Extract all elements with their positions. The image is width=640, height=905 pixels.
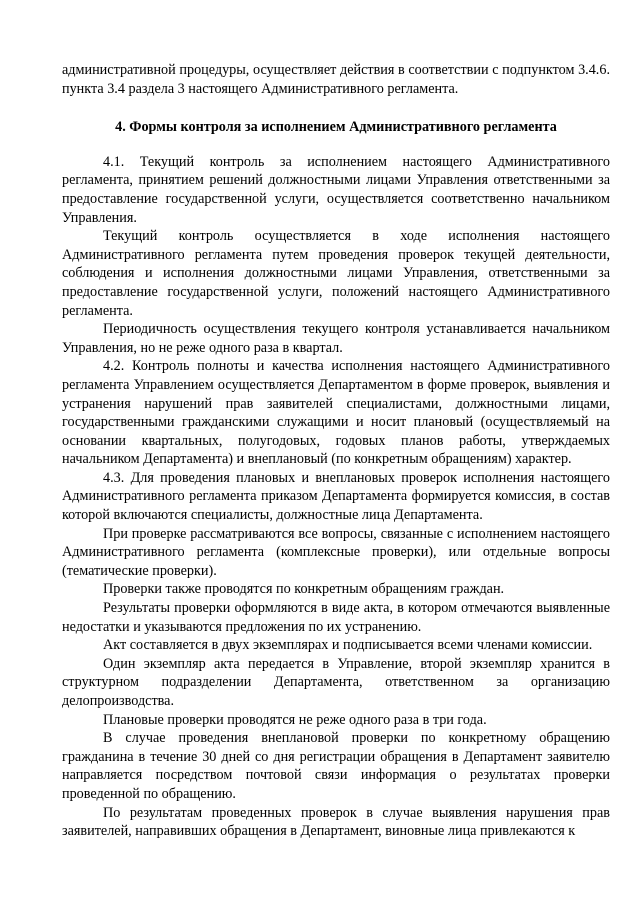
paragraph-4-2: 4.2. Контроль полноты и качества исполнения настоящего Административного регламента Управлением осуществляется Департаментом в форме проверок, выявления и устранения нарушений прав заявителей специалистами, должностными лицами, государственными гражданскими служащими и носит плановый (осуществляемый на основании квартальных, полугодовых, годовых планов работы, утверждаемых начальником Департамента) и внеплановый (по конкретным обращениям) характер. — [62, 358, 610, 468]
paragraph-citizen-appeals: Проверки также проводятся по конкретным обращениям граждан. — [103, 581, 505, 598]
paragraph-inspection-scope: При проверке рассматриваются все вопросы, связанные с исполнением настоящего Административного регламента (комплексные проверки), или отдельные вопросы (тематические проверки). — [62, 525, 610, 579]
paragraph-violations: По результатам проведенных проверок в случае выявления нарушения прав заявителей, направивших обращения в Департамент, виновные лица привлекаются к — [62, 804, 610, 840]
paragraph-4-3: 4.3. Для проведения плановых и внеплановых проверок исполнения настоящего Административного регламента приказом Департамента формируется комиссия, в состав которой включаются специалисты, должностные лица Департамента. — [62, 469, 610, 524]
paragraph-act-storage: Один экземпляр акта передается в Управление, второй экземпляр хранится в структурном подразделении Департамента, ответственном за организацию делопроизводства. — [62, 655, 610, 709]
document-page — [62, 61, 610, 841]
paragraph-periodicity: Периодичность осуществления текущего контроля устанавливается начальником Управления, но не реже одного раза в квартал. — [62, 321, 610, 356]
paragraph-act-copies: Акт составляется в двух экземплярах и подписывается всеми членами комиссии. — [103, 637, 593, 654]
paragraph-4-1: 4.1. Текущий контроль за исполнением настоящего Административного регламента, принятием решений должностными лицами Управления ответственными за предоставление государственной услуги, осуществляется соответственно начальником Управления. — [62, 153, 610, 226]
paragraph-planned-frequency: Плановые проверки проводятся не реже одного раза в три года. — [103, 711, 487, 728]
paragraph-results-act: Результаты проверки оформляются в виде акта, в котором отмечаются выявленные недостатки и указываются предложения по их устранению. — [62, 600, 610, 635]
paragraph-current-control: Текущий контроль осуществляется в ходе исполнения настоящего Административного регламента путем проведения проверок текущей деятельности, соблюдения и исполнения должностными лицами Управления, ответственными за предоставление государственной услуги, положений настоящего Административного регламента. — [62, 228, 610, 319]
section-heading: 4. Формы контроля за исполнением Административного регламента — [115, 119, 557, 136]
continuation-paragraph: административной процедуры, осуществляет действия в соответствии с подпунктом 3.4.6. пункта 3.4 раздела 3 настоящего Административного регламента. — [62, 62, 610, 97]
paragraph-unscheduled-inspection: В случае проведения внеплановой проверки по конкретному обращению гражданина в течение 30 дней со дня регистрации обращения в Департамент заявителю направляется посредством почтовой связи информация о результатах проверки проведенной по обращению. — [62, 730, 610, 802]
